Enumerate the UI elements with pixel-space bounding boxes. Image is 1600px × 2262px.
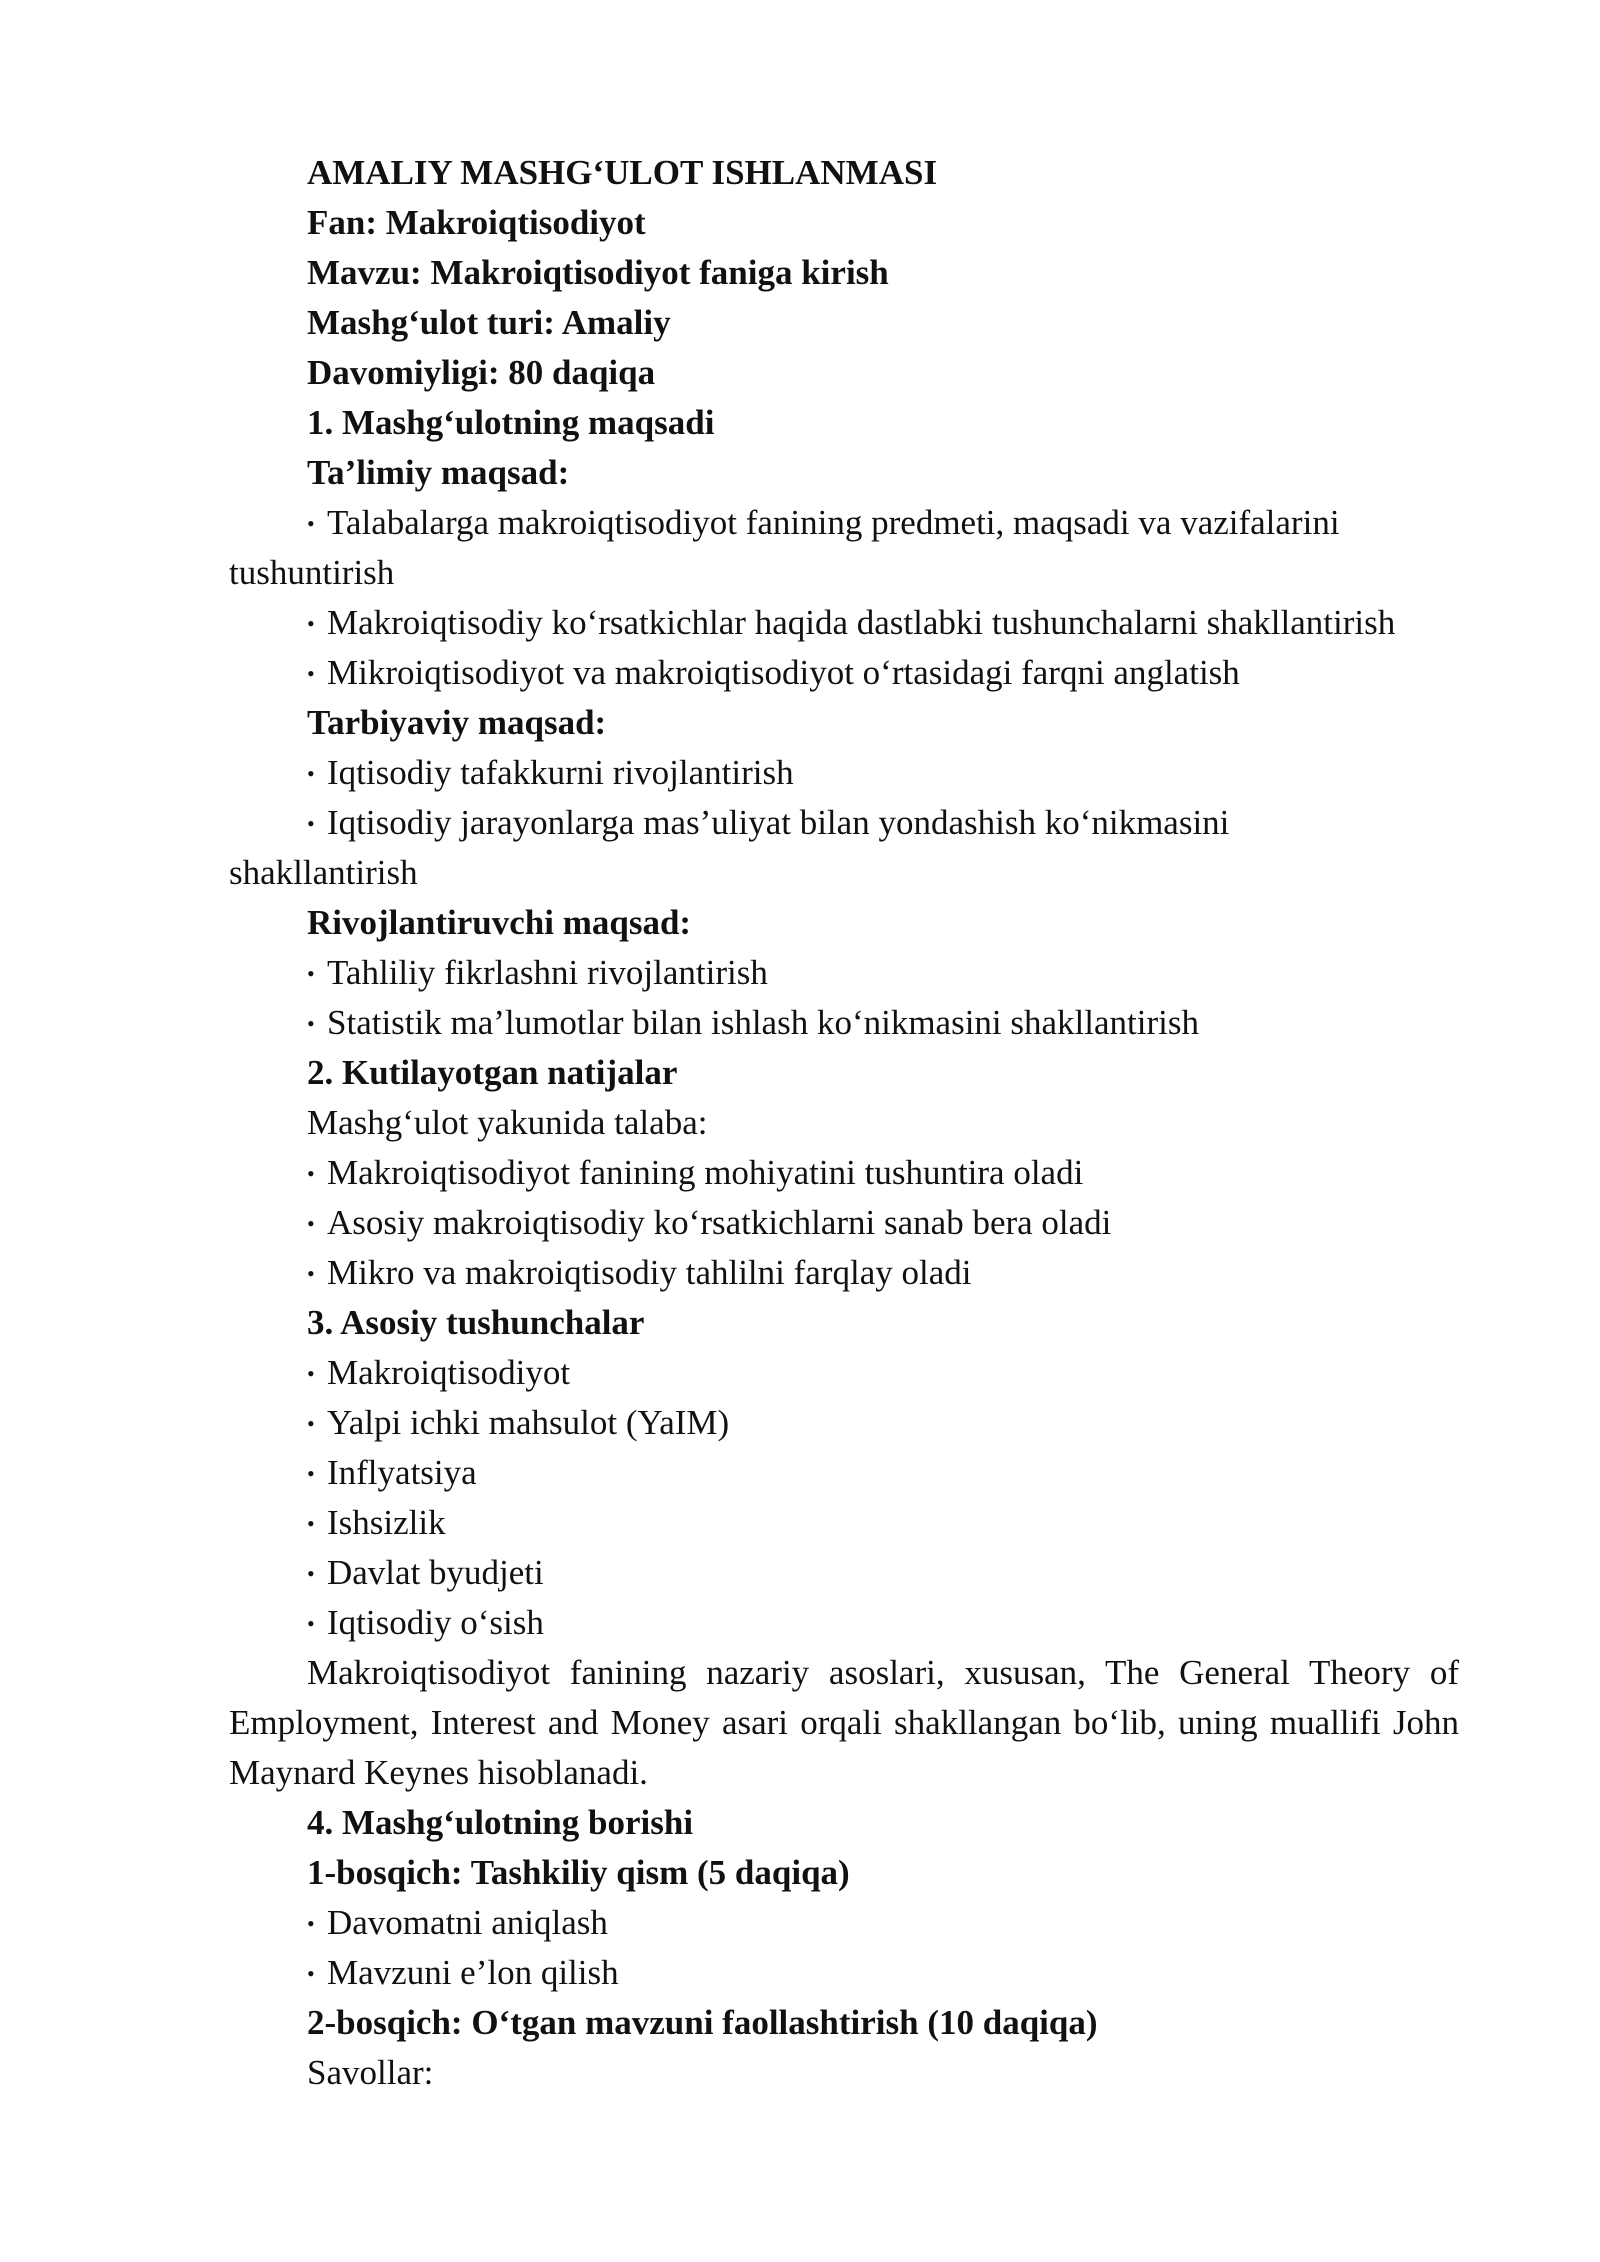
list-item (229, 1248, 1489, 1298)
list-item (229, 1148, 1489, 1198)
stage-2-heading: 2-bosqich: O‘tgan mavzuni faollashtirish (10 daqiqa) (307, 2003, 1098, 2042)
bullet-icon: • (307, 1961, 315, 1986)
bullet-icon: • (307, 1211, 315, 1236)
list-item (229, 648, 1489, 698)
list-item-text: Iqtisodiy o‘sish (327, 1603, 544, 1642)
questions-label: Savollar: (307, 2053, 434, 2092)
list-item (229, 1598, 1489, 1648)
list-item (229, 948, 1489, 998)
list-item (229, 1948, 1489, 1998)
list-item-text: Tahliliy fikrlashni rivojlantirish (327, 953, 768, 992)
list-item (229, 598, 1489, 648)
section-2-intro: Mashg‘ulot yakunida talaba: (307, 1103, 708, 1142)
bullet-icon: • (307, 811, 315, 836)
list-item (229, 1448, 1489, 1498)
bullet-icon: • (307, 1161, 315, 1186)
list-item-text: Statistik ma’lumotlar bilan ishlash ko‘nikmasini shakllantirish (327, 1003, 1199, 1042)
bullet-icon: • (307, 1011, 315, 1036)
document-body (229, 148, 1489, 2098)
list-item-text: Mavzuni e’lon qilish (327, 1953, 619, 1992)
list-item-continuation: shakllantirish (229, 853, 418, 892)
list-item (229, 498, 1489, 548)
section-2-heading: 2. Kutilayotgan natijalar (307, 1053, 678, 1092)
section-3-heading: 3. Asosiy tushunchalar (307, 1303, 645, 1342)
list-item (229, 748, 1489, 798)
list-item-text: Talabalarga makroiqtisodiyot fanining predmeti, maqsadi va vazifalarini (327, 503, 1340, 542)
bullet-icon: • (307, 1911, 315, 1936)
bullet-icon: • (307, 1261, 315, 1286)
list-item-text: Makroiqtisodiy ko‘rsatkichlar haqida dastlabki tushunchalarni shakllantirish (327, 603, 1396, 642)
subject-line: Fan: Makroiqtisodiyot (307, 203, 646, 242)
list-item (229, 998, 1489, 1048)
bullet-icon: • (307, 661, 315, 686)
section-1-heading: 1. Mashg‘ulotning maqsadi (307, 403, 715, 442)
bullet-icon: • (307, 1361, 315, 1386)
bullet-icon: • (307, 611, 315, 636)
list-item-text: Iqtisodiy tafakkurni rivojlantirish (327, 753, 794, 792)
bullet-icon: • (307, 1461, 315, 1486)
document-title: AMALIY MASHG‘ULOT ISHLANMASI (307, 153, 938, 192)
lesson-type-line: Mashg‘ulot turi: Amaliy (307, 303, 671, 342)
list-item-continuation: tushuntirish (229, 553, 395, 592)
list-item-text: Mikro va makroiqtisodiy tahlilni farqlay oladi (327, 1253, 972, 1292)
stage-1-heading: 1-bosqich: Tashkiliy qism (5 daqiqa) (307, 1853, 850, 1892)
list-item (229, 798, 1489, 848)
upbringing-goal-heading: Tarbiyaviy maqsad: (307, 703, 607, 742)
list-item-text: Makroiqtisodiyot (327, 1353, 571, 1392)
duration-line: Davomiyligi: 80 daqiqa (307, 353, 656, 392)
list-item-text: Davlat byudjeti (327, 1553, 544, 1592)
bullet-icon: • (307, 1611, 315, 1636)
bullet-icon: • (307, 511, 315, 536)
section-4-heading: 4. Mashg‘ulotning borishi (307, 1803, 694, 1842)
list-item-text: Makroiqtisodiyot fanining mohiyatini tushuntira oladi (327, 1153, 1084, 1192)
developmental-goal-heading: Rivojlantiruvchi maqsad: (307, 903, 692, 942)
educational-goal-heading: Ta’limiy maqsad: (307, 453, 570, 492)
list-item-text: Iqtisodiy jarayonlarga mas’uliyat bilan yondashish ko‘nikmasini (327, 803, 1230, 842)
list-item (229, 1198, 1489, 1248)
list-item (229, 1348, 1489, 1398)
list-item-text: Yalpi ichki mahsulot (YaIM) (327, 1403, 730, 1442)
list-item (229, 1498, 1489, 1548)
bullet-icon: • (307, 1561, 315, 1586)
list-item (229, 1898, 1489, 1948)
topic-line: Mavzu: Makroiqtisodiyot faniga kirish (307, 253, 889, 292)
list-item-text: Davomatni aniqlash (327, 1903, 608, 1942)
bullet-icon: • (307, 961, 315, 986)
bullet-icon: • (307, 1411, 315, 1436)
list-item-text: Inflyatsiya (327, 1453, 477, 1492)
bullet-icon: • (307, 761, 315, 786)
list-item (229, 1548, 1489, 1598)
theory-paragraph: Makroiqtisodiyot fanining nazariy asoslari, xususan, The General Theory of Employment, Interest and Money asari orqali shakllangan bo‘lib, uning muallifi John Maynard Keynes hisoblanadi. (229, 1653, 1459, 1792)
list-item-text: Mikroiqtisodiyot va makroiqtisodiyot o‘rtasidagi farqni anglatish (327, 653, 1240, 692)
list-item (229, 1398, 1489, 1448)
bullet-icon: • (307, 1511, 315, 1536)
list-item-text: Asosiy makroiqtisodiy ko‘rsatkichlarni sanab bera oladi (327, 1203, 1112, 1242)
list-item-text: Ishsizlik (327, 1503, 446, 1542)
